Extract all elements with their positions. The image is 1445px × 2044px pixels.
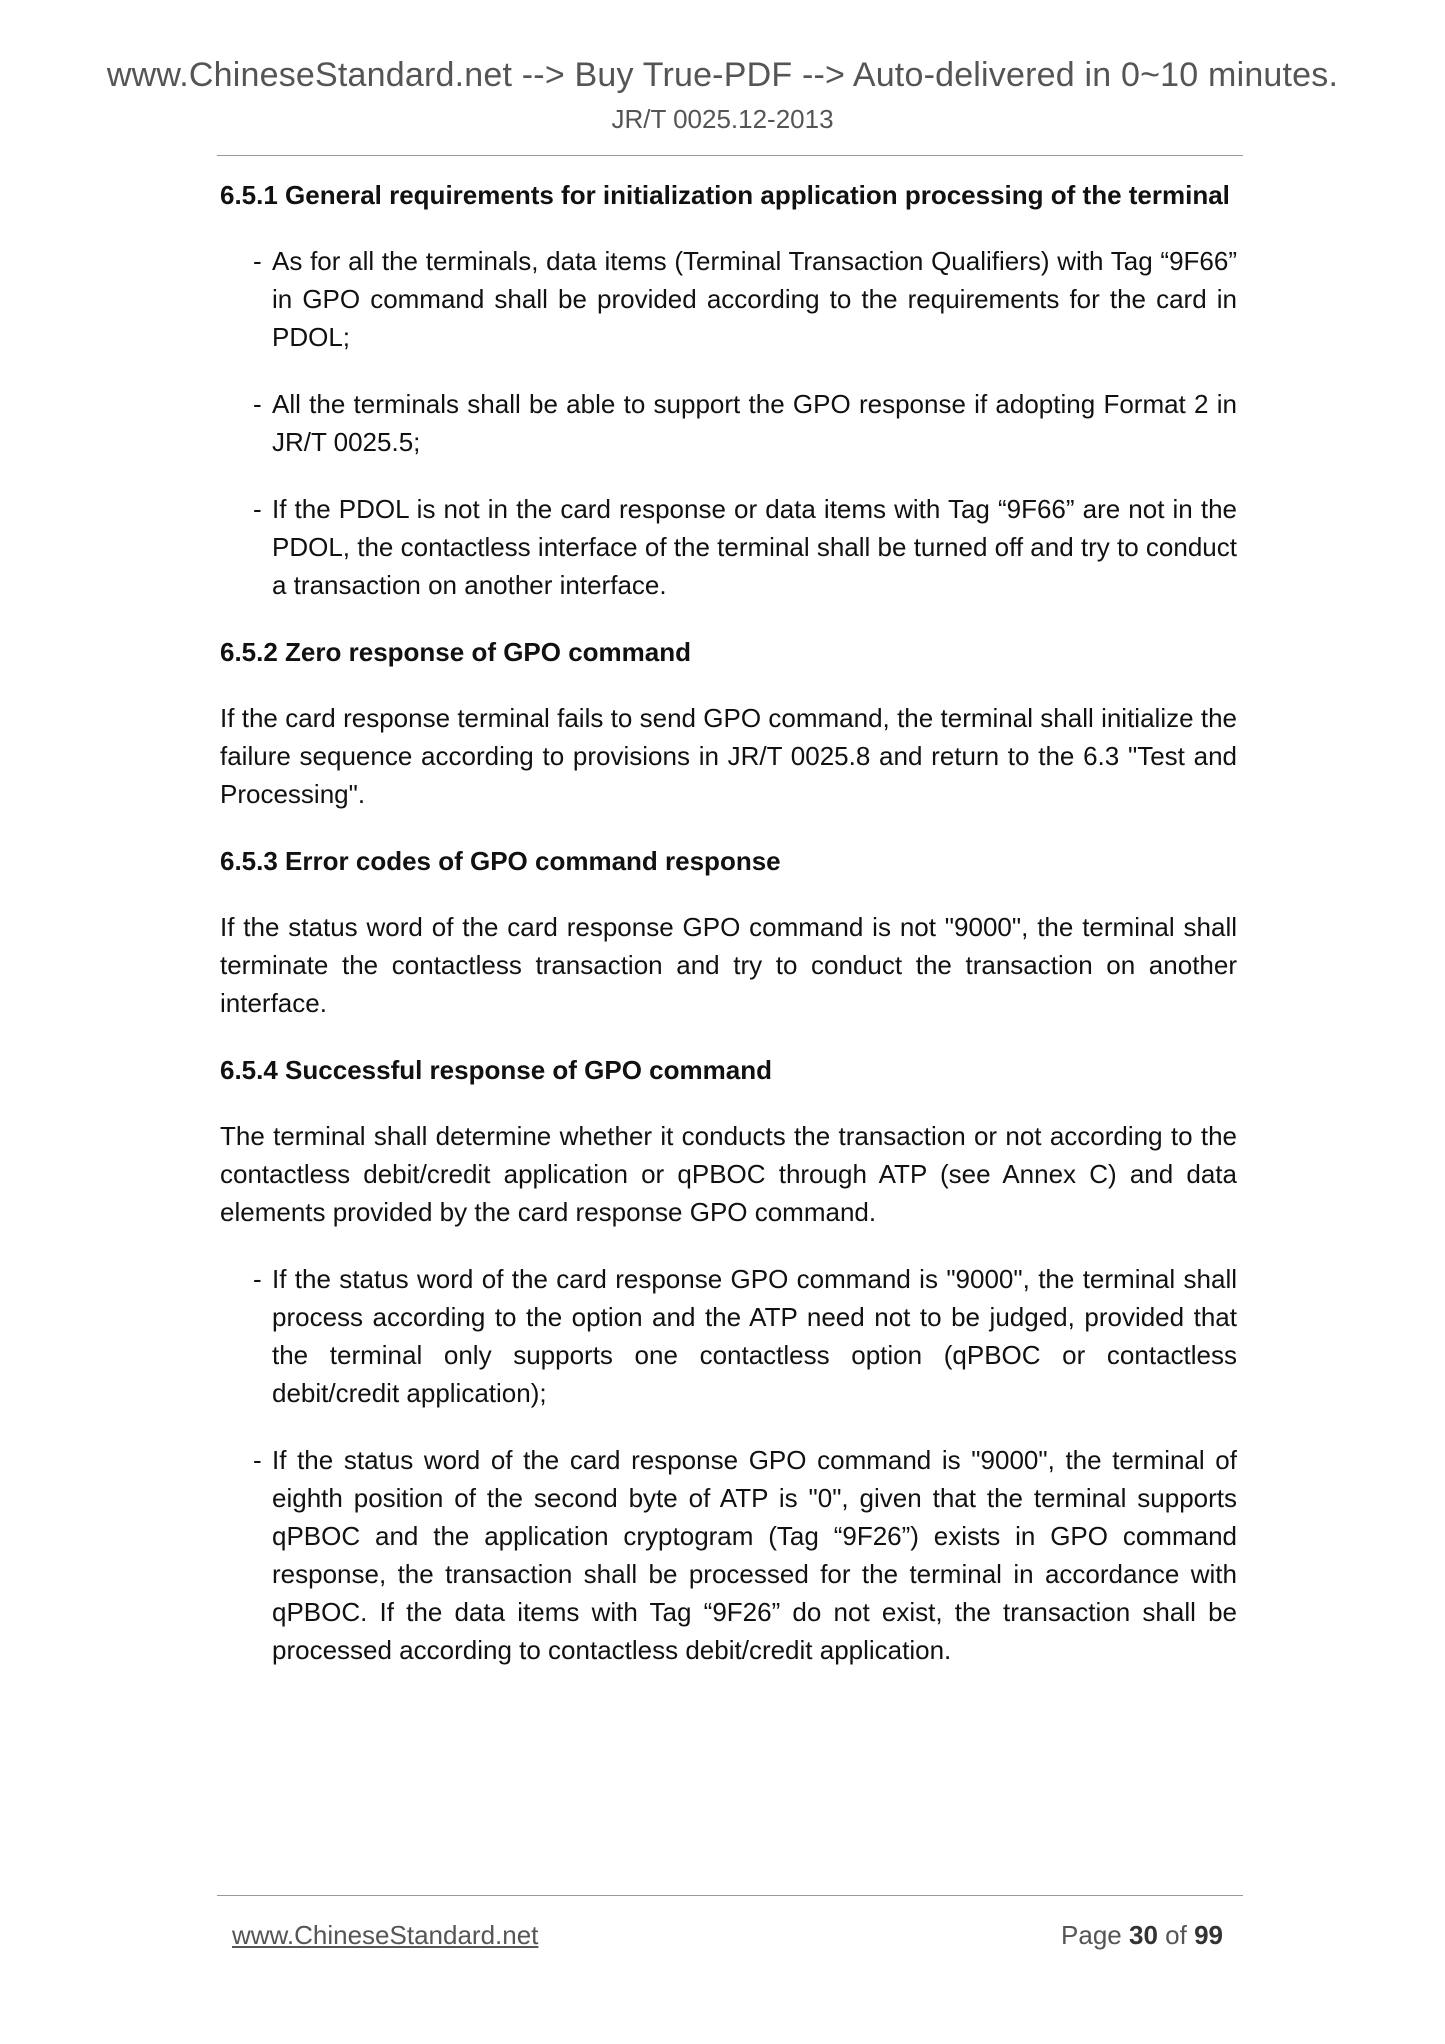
list-item [220, 242, 1237, 356]
bullet-dash: - [253, 1445, 262, 1475]
list-item [220, 385, 1237, 461]
page-label: Page [1061, 1920, 1122, 1950]
list-item [220, 1441, 1237, 1669]
footer-website-link[interactable]: www.ChineseStandard.net [232, 1920, 539, 1950]
section-heading-6-5-1: 6.5.1 General requirements for initialization application processing of the terminal [220, 180, 1230, 210]
list-item-text: As for all the terminals, data items (Terminal Transaction Qualifiers) with Tag “9F66” in GPO command shall be provided according to the requirements for the card in PDOL; [272, 246, 1237, 352]
top-banner: www.ChineseStandard.net --> Buy True-PDF --> Auto-delivered in 0~10 minutes. [106, 56, 1339, 94]
list-item [220, 1260, 1237, 1412]
bullet-dash: - [253, 389, 262, 419]
section-6-5-4-paragraph: The terminal shall determine whether it conducts the transaction or not according to the contactless debit/credit application or qPBOC through ATP (see Annex C) and data elements provided by the card response GPO command. [220, 1121, 1237, 1227]
section-6-5-2-paragraph: If the card response terminal fails to send GPO command, the terminal shall initialize the failure sequence according to provisions in JR/T 0025.8 and return to the 6.3 "Test and Processing". [220, 703, 1237, 809]
section-6-5-4-list [220, 1260, 1237, 1669]
footer-divider [217, 1895, 1243, 1896]
section-heading-6-5-4: 6.5.4 Successful response of GPO command [220, 1055, 772, 1085]
list-item-text: If the PDOL is not in the card response or data items with Tag “9F66” are not in the PDOL, the contactless interface of the terminal shall be turned off and try to conduct a transaction on another interface. [272, 494, 1237, 600]
section-heading-6-5-3: 6.5.3 Error codes of GPO command response [220, 846, 781, 876]
list-item-text: If the status word of the card response GPO command is "9000", the terminal shall process according to the option and the ATP need not to be judged, provided that the terminal only supports one contactless option (qPBOC or contactless debit/credit application); [272, 1264, 1237, 1408]
list-item-text: All the terminals shall be able to support the GPO response if adopting Format 2 in JR/T 0025.5; [272, 389, 1237, 457]
page-number: 30 [1129, 1920, 1158, 1950]
page-indicator [1061, 1920, 1223, 1951]
list-item-text: If the status word of the card response GPO command is "9000", the terminal of eighth position of the second byte of ATP is "0", given that the terminal supports qPBOC and the application cryptogram (Tag “9F26”) exists in GPO command response, the transaction shall be processed for the terminal in accordance with qPBOC. If the data items with Tag “9F26” do not exist, the transaction shall be processed according to contactless debit/credit application. [272, 1445, 1237, 1665]
of-label: of [1165, 1920, 1187, 1950]
main-content [220, 176, 1237, 1698]
bullet-dash: - [253, 246, 262, 276]
page-total: 99 [1194, 1920, 1223, 1950]
section-heading-6-5-2: 6.5.2 Zero response of GPO command [220, 637, 692, 667]
header-divider [217, 155, 1243, 156]
bullet-dash: - [253, 1264, 262, 1294]
document-code: JR/T 0025.12-2013 [611, 104, 834, 134]
list-item [220, 490, 1237, 604]
section-6-5-3-paragraph: If the status word of the card response GPO command is not "9000", the terminal shall terminate the contactless transaction and try to conduct the transaction on another interface. [220, 912, 1237, 1018]
section-6-5-1-list [220, 242, 1237, 604]
bullet-dash: - [253, 494, 262, 524]
